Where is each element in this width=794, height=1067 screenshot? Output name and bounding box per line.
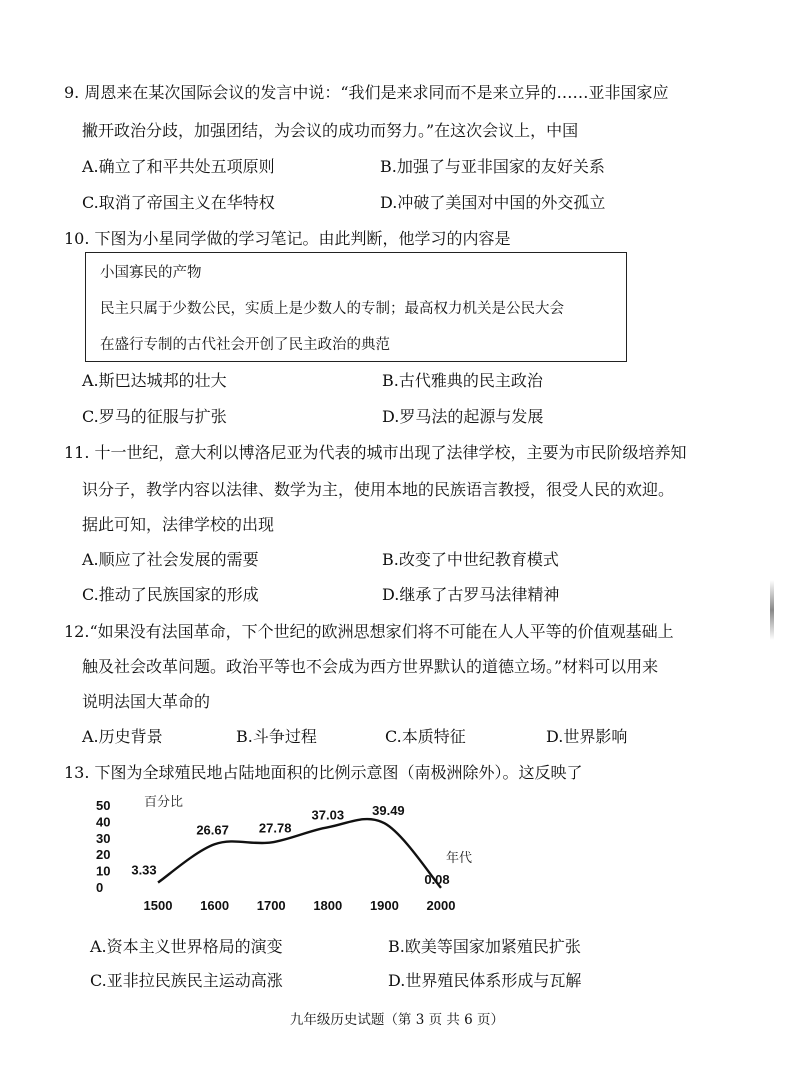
- q11-option-a[interactable]: A.顺应了社会发展的需要: [82, 550, 259, 569]
- colony-area-line-chart: [88, 792, 488, 922]
- data-label: 26.67: [196, 822, 229, 838]
- q12-option-a[interactable]: A.历史背景: [82, 727, 163, 746]
- q11-stem-line1: 11. 十一世纪，意大利以博洛尼亚为代表的城市出现了法律学校，主要为市民阶级培养知: [64, 443, 687, 462]
- q9-option-d[interactable]: D.冲破了美国对中国的外交孤立: [380, 193, 606, 212]
- q13-option-b[interactable]: B.欧美等国家加紧殖民扩张: [388, 937, 581, 956]
- q12-stem-line3: 说明法国大革命的: [82, 692, 211, 711]
- y-tick-label: 50: [96, 798, 111, 813]
- x-tick-label: 2000: [426, 898, 456, 913]
- q12-stem-line2: 触及社会改革问题。政治平等也不会成为西方世界默认的道德立场。”材料可以用来: [82, 657, 659, 676]
- y-axis-title: 百分比: [144, 795, 184, 810]
- x-axis-title: 年代: [446, 851, 473, 866]
- data-label: 0.08: [424, 871, 450, 887]
- q13-stem-line1: 13. 下图为全球殖民地占陆地面积的比例示意图（南极洲除外）。这反映了: [64, 763, 583, 782]
- q9-option-b[interactable]: B.加强了与亚非国家的友好关系: [380, 157, 605, 176]
- x-tick-label: 1500: [143, 898, 173, 913]
- q12-option-c[interactable]: C.本质特征: [385, 727, 466, 746]
- data-label: 3.33: [131, 862, 157, 878]
- q12-option-d[interactable]: D.世界影响: [546, 727, 628, 746]
- q11-option-c[interactable]: C.推动了民族国家的形成: [82, 585, 259, 604]
- q13-option-a[interactable]: A.资本主义世界格局的演变: [90, 937, 283, 956]
- data-label: 37.03: [311, 807, 345, 823]
- q10-option-b[interactable]: B.古代雅典的民主政治: [382, 371, 543, 390]
- x-tick-label: 1600: [200, 898, 230, 913]
- scan-smudge: [770, 580, 774, 640]
- y-tick-label: 40: [96, 814, 111, 830]
- q9-stem-line1: 9. 周恩来在某次国际会议的发言中说：“我们是来求同而不是来立异的……亚非国家应: [64, 83, 669, 102]
- x-tick-label: 1900: [369, 898, 399, 913]
- data-label: 27.78: [258, 820, 292, 836]
- q12-stem-line1: 12.“如果没有法国革命，下个世纪的欧洲思想家们将不可能在人人平等的价值观基础上: [64, 622, 674, 641]
- q12-option-b[interactable]: B.斗争过程: [236, 727, 317, 746]
- y-tick-label: 0: [96, 880, 104, 895]
- q11-option-d[interactable]: D.继承了古罗马法律精神: [382, 585, 560, 604]
- q11-option-b[interactable]: B.改变了中世纪教育模式: [382, 550, 559, 569]
- q13-option-d[interactable]: D.世界殖民体系形成与瓦解: [388, 971, 582, 990]
- y-tick-label: 10: [96, 863, 111, 879]
- note-line-3: 在盛行专制的古代社会开创了民主政治的典范: [100, 337, 390, 353]
- q10-option-c[interactable]: C.罗马的征服与扩张: [82, 407, 227, 426]
- q10-option-a[interactable]: A.斯巴达城邦的壮大: [82, 371, 227, 390]
- q11-stem-line2: 识分子，教学内容以法律、数学为主，使用本地的民族语言教授，很受人民的欢迎。: [82, 480, 675, 499]
- y-tick-label: 30: [96, 830, 111, 846]
- page-footer: 九年级历史试题（第 3 页 共 6 页）: [289, 1012, 505, 1028]
- study-note-box: [85, 252, 627, 362]
- q9-stem-line2: 撇开政治分歧，加强团结，为会议的成功而努力。”在这次会议上，中国: [82, 121, 579, 140]
- note-line-2: 民主只属于少数公民，实质上是少数人的专制；最高权力机关是公民大会: [100, 301, 564, 317]
- data-label: 39.49: [372, 803, 405, 819]
- q11-stem-line3: 据此可知，法律学校的出现: [82, 515, 275, 534]
- q9-option-c[interactable]: C.取消了帝国主义在华特权: [82, 193, 275, 212]
- note-line-1: 小国寡民的产物: [100, 265, 202, 281]
- q9-option-a[interactable]: A.确立了和平共处五项原则: [82, 157, 275, 176]
- q10-stem-line1: 10. 下图为小星同学做的学习笔记。由此判断，他学习的内容是: [64, 229, 511, 248]
- y-tick-label: 20: [96, 847, 111, 863]
- q13-option-c[interactable]: C.亚非拉民族民主运动高涨: [90, 971, 283, 990]
- x-tick-label: 1700: [256, 898, 286, 913]
- q10-option-d[interactable]: D.罗马法的起源与发展: [382, 407, 544, 426]
- x-tick-label: 1800: [313, 898, 343, 913]
